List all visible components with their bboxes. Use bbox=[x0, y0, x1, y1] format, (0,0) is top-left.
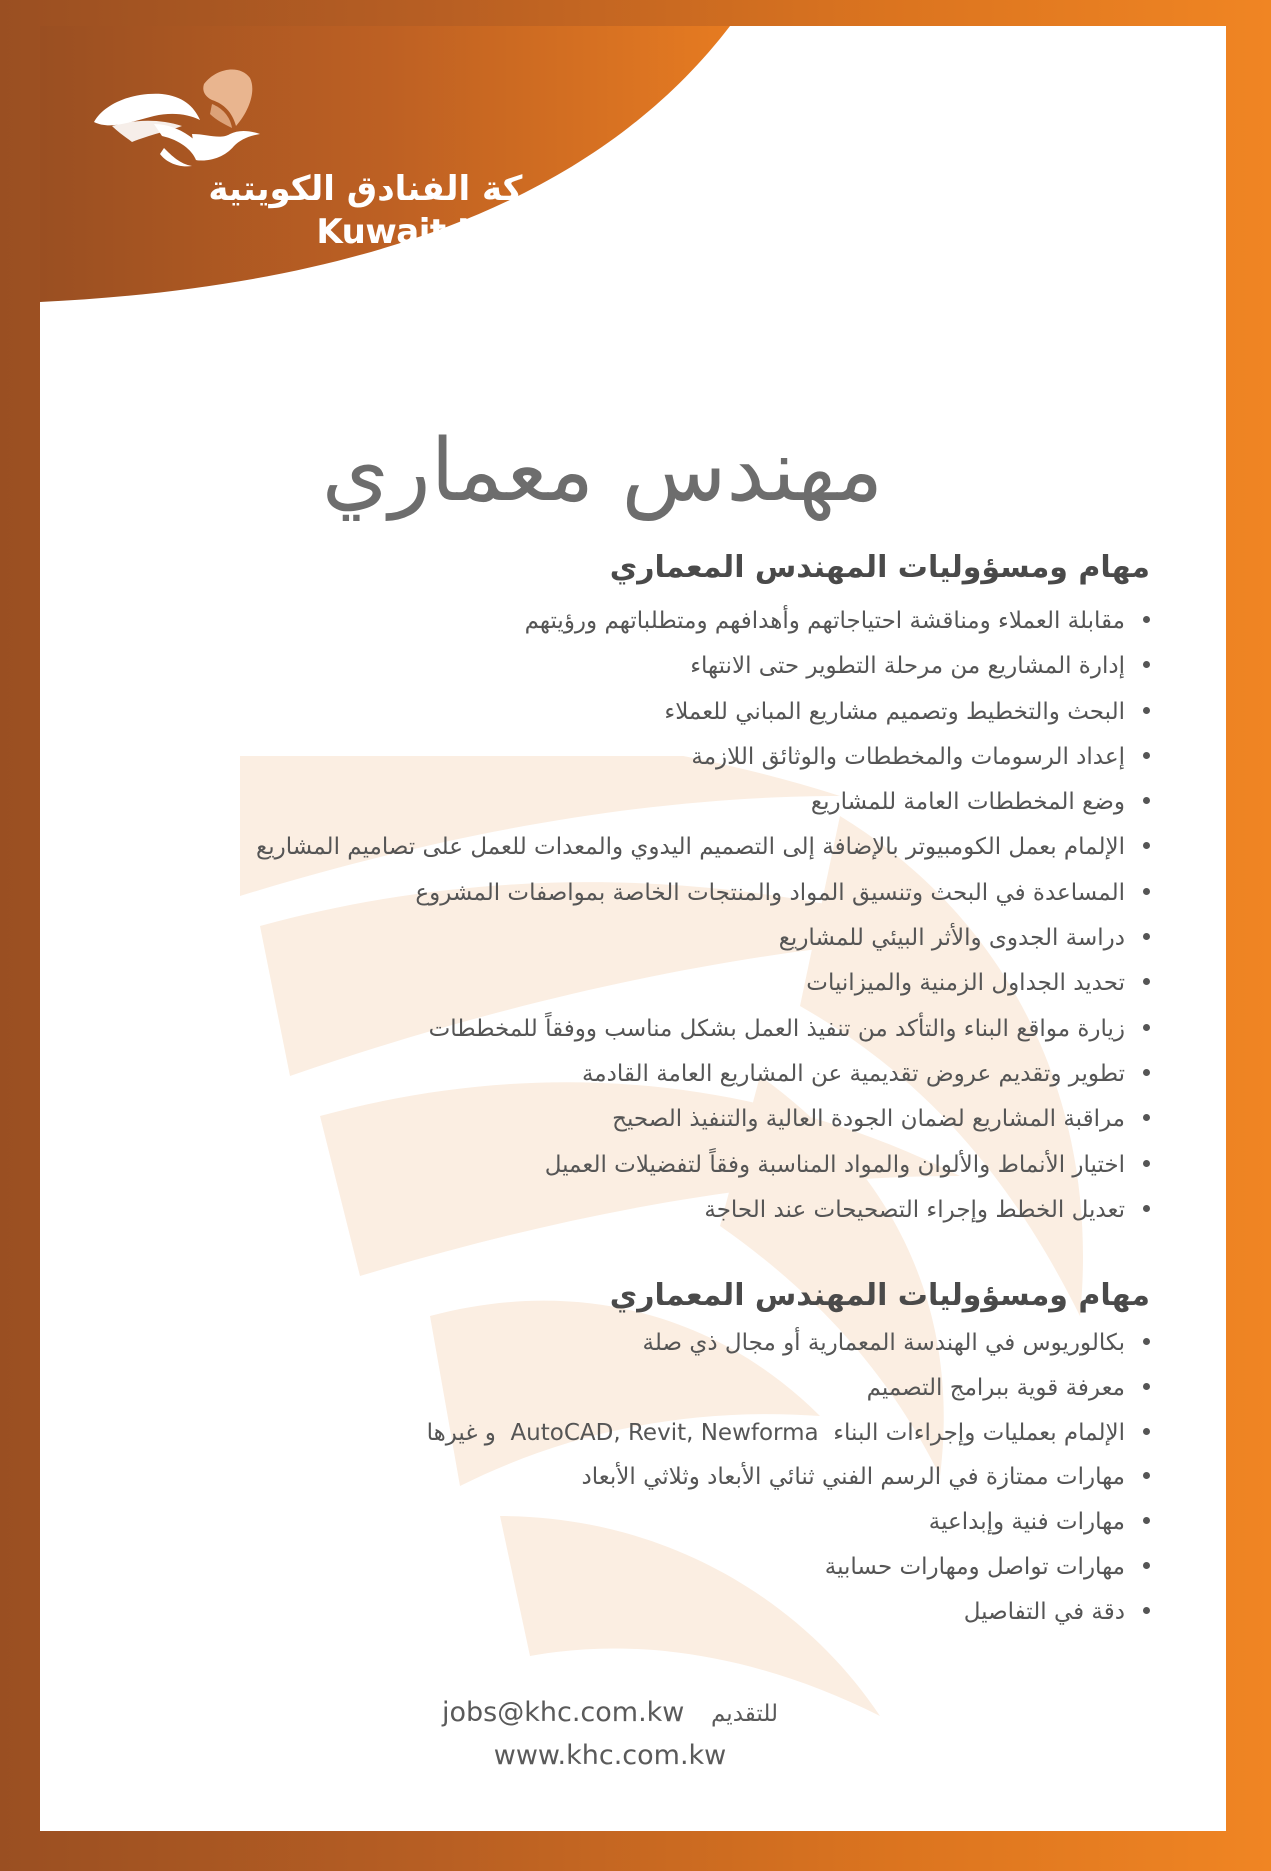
list-item bbox=[80, 735, 1150, 780]
bullet-icon bbox=[1143, 616, 1150, 623]
list-item-text: المساعدة في البحث وتنسيق المواد والمنتجات الخاصة بمواصفات المشروع bbox=[415, 879, 1125, 906]
list-item bbox=[80, 1097, 1150, 1142]
apply-label: للتقديم bbox=[710, 1701, 778, 1727]
bullet-icon bbox=[1143, 1069, 1150, 1076]
list-item bbox=[80, 825, 1150, 870]
list-item-text: تطوير وتقديم عروض تقديمية عن المشاريع العامة القادمة bbox=[581, 1060, 1125, 1087]
website-text: www.khc.com.kw bbox=[493, 1740, 727, 1771]
section-heading: مهام ومسؤوليات المهندس المعماري bbox=[609, 1278, 1150, 1313]
responsibilities-section bbox=[80, 545, 1150, 1233]
list-item-text: البحث والتخطيط وتصميم مشاريع المباني للعملاء bbox=[664, 698, 1125, 725]
bullet-icon bbox=[1143, 933, 1150, 940]
requirements-list bbox=[80, 1321, 1150, 1635]
list-item bbox=[80, 1052, 1150, 1097]
bullet-icon bbox=[1143, 797, 1150, 804]
list-item bbox=[80, 1007, 1150, 1052]
bullet-icon bbox=[1143, 1517, 1150, 1524]
list-item-text: بكالوريوس في الهندسة المعمارية أو مجال ذي صلة bbox=[642, 1330, 1125, 1356]
bullet-icon bbox=[1143, 1338, 1150, 1345]
list-item bbox=[80, 690, 1150, 735]
section-heading: مهام ومسؤوليات المهندس المعماري bbox=[609, 550, 1150, 585]
bullet-icon bbox=[1143, 1383, 1150, 1390]
company-name-arabic: شركة الفنادق الكويتية bbox=[208, 169, 577, 209]
list-item bbox=[80, 1455, 1150, 1500]
list-item-text: تحديد الجداول الزمنية والميزانيات bbox=[806, 970, 1125, 997]
list-item bbox=[80, 871, 1150, 916]
list-item bbox=[80, 916, 1150, 961]
company-name-english: Kuwait Hotels Company bbox=[316, 212, 577, 292]
bullet-icon bbox=[1143, 752, 1150, 759]
job-title: مهندس معماري bbox=[321, 421, 884, 521]
software-list: AutoCAD, Revit, Newforma bbox=[510, 1419, 819, 1446]
list-item-text: مهارات ممتازة في الرسم الفني ثنائي الأبعاد وثلاثي الأبعاد bbox=[581, 1464, 1125, 1491]
list-item bbox=[80, 961, 1150, 1006]
list-item-text: الإلمام بعمليات وإجراءات البناء bbox=[833, 1419, 1125, 1446]
bullet-icon bbox=[1143, 1562, 1150, 1569]
list-item bbox=[80, 1500, 1150, 1545]
list-item-text: اختيار الأنماط والألوان والمواد المناسبة وفقاً لتفضيلات العميل bbox=[544, 1151, 1125, 1178]
list-item-text: مقابلة العملاء ومناقشة احتياجاتهم وأهدافهم ومتطلباتهم ورؤيتهم bbox=[524, 608, 1125, 634]
list-item bbox=[80, 780, 1150, 825]
list-item bbox=[80, 1545, 1150, 1590]
bullet-icon bbox=[1143, 1114, 1150, 1121]
bullet-icon bbox=[1143, 1160, 1150, 1167]
list-item-text: دراسة الجدوى والأثر البيئي للمشاريع bbox=[778, 925, 1125, 952]
list-item-text: تعديل الخطط وإجراء التصحيحات عند الحاجة bbox=[704, 1196, 1125, 1223]
list-item-text: معرفة قوية ببرامج التصميم bbox=[866, 1374, 1125, 1401]
bullet-icon bbox=[1143, 842, 1150, 849]
list-item-text: إدارة المشاريع من مرحلة التطوير حتى الانتهاء bbox=[690, 653, 1125, 680]
list-item bbox=[80, 1590, 1150, 1635]
list-item bbox=[80, 1366, 1150, 1411]
apply-line bbox=[400, 1697, 820, 1728]
bullet-icon bbox=[1143, 1205, 1150, 1212]
list-item-text: مهارات فنية وإبداعية bbox=[928, 1509, 1125, 1536]
list-item-text: الإلمام بعمل الكومبيوتر بالإضافة إلى التصميم اليدوي والمعدات للعمل على تصاميم المشاريع bbox=[255, 834, 1125, 861]
list-item bbox=[80, 644, 1150, 689]
website-link[interactable] bbox=[400, 1740, 820, 1771]
requirements-section bbox=[80, 1273, 1150, 1635]
software-suffix: و غيرها bbox=[426, 1419, 496, 1446]
bullet-icon bbox=[1143, 661, 1150, 668]
bullet-icon bbox=[1143, 1472, 1150, 1479]
bullet-icon bbox=[1143, 978, 1150, 985]
list-item-text: مراقبة المشاريع لضمان الجودة العالية والتنفيذ الصحيح bbox=[612, 1106, 1125, 1133]
list-item bbox=[80, 1188, 1150, 1233]
list-item-text: إعداد الرسومات والمخططات والوثائق اللازمة bbox=[691, 743, 1125, 770]
list-item bbox=[80, 1411, 1150, 1456]
list-item bbox=[80, 599, 1150, 644]
bullet-icon bbox=[1143, 707, 1150, 714]
bullet-icon bbox=[1143, 888, 1150, 895]
list-item bbox=[80, 1321, 1150, 1366]
bird-logo-icon bbox=[92, 64, 267, 169]
list-item-text: زيارة مواقع البناء والتأكد من تنفيذ العمل بشكل مناسب ووفقاً للمخططات bbox=[428, 1015, 1125, 1042]
list-item-text: مهارات تواصل ومهارات حسابية bbox=[824, 1553, 1125, 1580]
apply-email-link[interactable]: jobs@khc.com.kw bbox=[442, 1697, 685, 1728]
responsibilities-list bbox=[80, 599, 1150, 1233]
list-item bbox=[80, 1143, 1150, 1188]
bullet-icon bbox=[1143, 1428, 1150, 1435]
list-item-text: وضع المخططات العامة للمشاريع bbox=[810, 789, 1125, 816]
list-item-text: دقة في التفاصيل bbox=[963, 1598, 1125, 1625]
bullet-icon bbox=[1143, 1024, 1150, 1031]
bullet-icon bbox=[1143, 1607, 1150, 1614]
